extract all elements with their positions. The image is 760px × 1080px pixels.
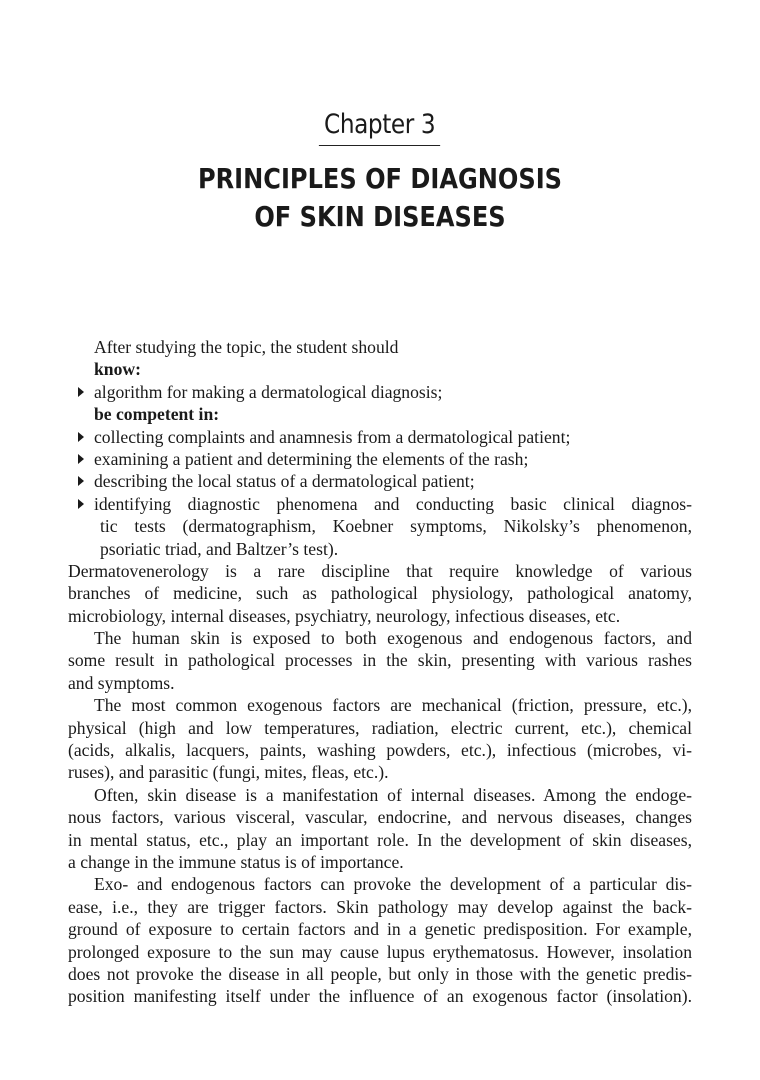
bullet-arrow-icon (78, 454, 84, 464)
competent-item-text: collecting complaints and anamnesis from a dermatological patient; (94, 426, 571, 447)
paragraph-line: (acids, alkalis, lacquers, paints, washing powders, etc.), infectious (microbes, vi- (68, 740, 692, 761)
paragraph-line: ease, i.e., they are trigger factors. Skin pathology may develop against the back- (68, 896, 692, 917)
bullet-arrow-icon (78, 387, 84, 397)
competent-item-text: examining a patient and determining the elements of the rash; (94, 448, 529, 469)
know-heading: know: (94, 359, 141, 380)
bullet-arrow-icon (78, 432, 84, 442)
competent-item-text: describing the local status of a dermatological patient; (94, 471, 475, 492)
paragraph-line: physical (high and low temperatures, radiation, electric current, etc.), chemical (68, 717, 692, 738)
chapter-label: Chapter 3 (319, 108, 440, 146)
paragraph-line: branches of medicine, such as pathological physiology, pathological anatomy, (68, 583, 692, 604)
objectives-intro: After studying the topic, the student should (94, 337, 399, 357)
paragraph-line: Dermatovenerology is a rare discipline that require knowledge of various (68, 560, 692, 581)
competent-item (68, 470, 692, 492)
paragraph-line: and symptoms. (68, 672, 175, 693)
paragraph-line: The most common exogenous factors are mechanical (friction, pressure, etc.), (94, 695, 692, 716)
competent-item (68, 426, 692, 448)
paragraph-line: prolonged exposure to the sun may cause lupus erythematosus. However, insolation (68, 941, 692, 962)
competent-item (68, 448, 692, 470)
paragraph-line: position manifesting itself under the influence of an exogenous factor (insolation). (68, 986, 692, 1007)
competent-heading: be competent in: (94, 404, 220, 425)
paragraph-line: nous factors, various visceral, vascular, endocrine, and nervous diseases, changes (68, 807, 692, 828)
paragraph-line: in mental status, etc., play an important role. In the development of skin diseases, (68, 829, 692, 850)
know-item (68, 381, 692, 403)
paragraph-line: does not provoke the disease in all people, but only in those with the genetic predis- (68, 963, 692, 984)
competent-item (68, 493, 692, 515)
paragraph-line: ruses), and parasitic (fungi, mites, fleas, etc.). (68, 762, 389, 783)
competent-item-text: identifying diagnostic phenomena and conducting basic clinical diagnos- (94, 493, 692, 514)
chapter-title (53, 160, 707, 236)
bullet-arrow-icon (78, 476, 84, 486)
paragraph-line: some result in pathological processes in the skin, presenting with various rashes (68, 650, 692, 671)
paragraph-line: The human skin is exposed to both exogenous and endogenous factors, and (94, 628, 692, 649)
paragraph-line: ground of exposure to certain factors and in a genetic predisposition. For example, (68, 919, 692, 940)
know-item-text: algorithm for making a dermatological diagnosis; (94, 381, 443, 402)
competent-item-continued: psoriatic triad, and Baltzer’s test). (100, 538, 339, 559)
chapter-title-line: PRINCIPLES OF DIAGNOSIS (197, 162, 563, 195)
paragraph-line: a change in the immune status is of importance. (68, 851, 404, 872)
bullet-arrow-icon (78, 499, 84, 509)
paragraph-line: Often, skin disease is a manifestation of internal diseases. Among the endoge- (94, 784, 692, 805)
chapter-heading (0, 108, 760, 236)
paragraph-line: microbiology, internal diseases, psychiatry, neurology, infectious diseases, etc. (68, 605, 621, 626)
competent-item-continued: tic tests (dermatographism, Koebner symptoms, Nikolsky’s phenomenon, (100, 516, 692, 537)
paragraph-line: Exo- and endogenous factors can provoke the development of a particular dis- (94, 874, 692, 895)
chapter-title-line: OF SKIN DISEASES (254, 200, 506, 233)
body-text (68, 336, 692, 1008)
